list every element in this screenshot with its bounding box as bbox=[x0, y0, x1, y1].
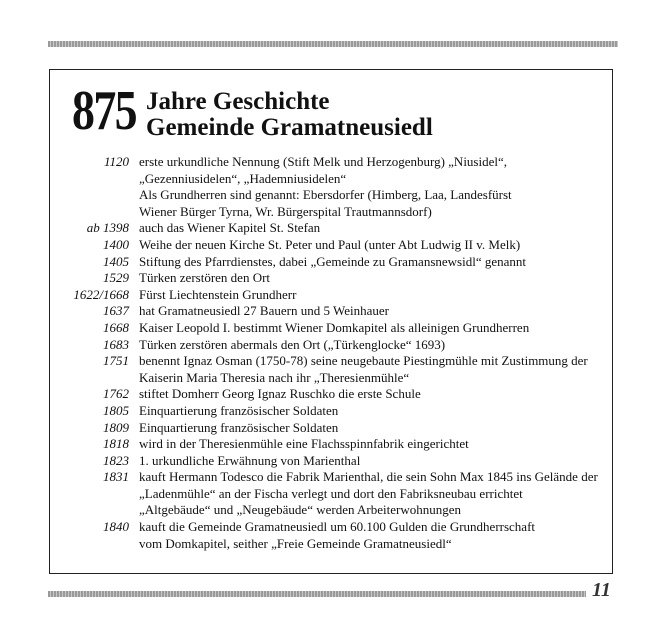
timeline-entry bbox=[62, 453, 604, 470]
timeline-year: 1809 bbox=[103, 419, 129, 435]
timeline-text-line: erste urkundliche Nennung (Stift Melk und Herzogenburg) „Niusidel“, bbox=[139, 154, 507, 169]
timeline-text-line: Fürst Liechtenstein Grundherr bbox=[139, 286, 297, 302]
timeline-year: 1668 bbox=[103, 319, 129, 335]
timeline-year: 1751 bbox=[103, 353, 129, 369]
timeline-year: ab 1398 bbox=[86, 220, 129, 236]
timeline-entry bbox=[62, 386, 604, 403]
timeline-year: 1762 bbox=[103, 386, 129, 402]
timeline-entry bbox=[62, 303, 604, 320]
timeline-year: 1840 bbox=[103, 519, 129, 535]
timeline-text-line: Einquartierung französischer Soldaten bbox=[139, 419, 339, 435]
timeline-text bbox=[139, 337, 604, 354]
timeline-year: 1683 bbox=[103, 336, 129, 352]
timeline-entry bbox=[62, 154, 604, 220]
timeline-year: 1529 bbox=[103, 270, 129, 286]
anniversary-number: 875 bbox=[72, 80, 136, 142]
timeline-year: 1831 bbox=[103, 469, 129, 485]
timeline-year: 1120 bbox=[103, 154, 129, 169]
history-timeline bbox=[62, 154, 604, 552]
timeline-text-line: Weihe der neuen Kirche St. Peter und Paul (unter Abt Ludwig II v. Melk) bbox=[139, 236, 521, 252]
timeline-text bbox=[139, 254, 604, 271]
timeline-year: 1818 bbox=[103, 436, 129, 452]
timeline-text-line: vom Domkapitel, seither „Freie Gemeinde Gramatneusiedl“ bbox=[139, 535, 452, 551]
timeline-text bbox=[139, 320, 604, 337]
timeline-entry bbox=[62, 469, 604, 519]
bottom-decorative-rule bbox=[48, 591, 586, 597]
timeline-text-line: kauft Hermann Todesco die Fabrik Marienthal, die sein Sohn Max 1845 ins Gelände der bbox=[139, 469, 598, 485]
timeline-text-line: stiftet Domherr Georg Ignaz Ruschko die erste Schule bbox=[139, 386, 421, 402]
timeline-text-line: Stiftung des Pfarrdienstes, dabei „Gemeinde zu Gramansnewsidl“ genannt bbox=[139, 253, 526, 269]
timeline-text-line: Türken zerstören den Ort bbox=[139, 270, 271, 286]
timeline-text bbox=[139, 436, 604, 453]
timeline-text-line: „Gezenniusidelen“, „Hademniusidelen“ bbox=[139, 170, 347, 186]
timeline-text-line: „Altgebäude“ und „Neugebäude“ werden Arbeiterwohnungen bbox=[139, 502, 461, 518]
timeline-text-line: 1. urkundliche Erwähnung von Marienthal bbox=[139, 452, 361, 468]
timeline-year: 1823 bbox=[103, 452, 129, 468]
timeline-text-line: auch das Wiener Kapitel St. Stefan bbox=[139, 220, 321, 236]
timeline-text-line: Wiener Bürger Tyrna, Wr. Bürgerspital Trautmannsdorf) bbox=[139, 203, 432, 219]
timeline-text bbox=[139, 154, 604, 220]
timeline-text-line: Kaiser Leopold I. bestimmt Wiener Domkapitel als alleinigen Grundherren bbox=[139, 319, 530, 335]
timeline-text bbox=[139, 519, 604, 552]
timeline-text bbox=[139, 453, 604, 470]
timeline-year: 1400 bbox=[103, 236, 129, 252]
timeline-entry bbox=[62, 403, 604, 420]
timeline-text-line: Einquartierung französischer Soldaten bbox=[139, 402, 339, 418]
top-decorative-rule bbox=[48, 41, 618, 47]
timeline-text bbox=[139, 353, 604, 386]
timeline-year: 1637 bbox=[103, 303, 129, 319]
timeline-text-line: Kaiserin Maria Theresia nach ihr „Theresienmühle“ bbox=[139, 369, 410, 385]
timeline-text-line: Türken zerstören abermals den Ort („Türkenglocke“ 1693) bbox=[139, 336, 446, 352]
timeline-text-line: kauft die Gemeinde Gramatneusiedl um 60.100 Gulden die Grundherrschaft bbox=[139, 519, 536, 535]
timeline-text bbox=[139, 270, 604, 287]
timeline-entry bbox=[62, 287, 604, 304]
timeline-text bbox=[139, 386, 604, 403]
timeline-text bbox=[139, 237, 604, 254]
timeline-text-line: Als Grundherren sind genannt: Ebersdorfer (Himberg, Laa, Landesfürst bbox=[139, 187, 512, 203]
timeline-entry bbox=[62, 237, 604, 254]
timeline-text-line: wird in der Theresienmühle eine Flachsspinnfabrik eingerichtet bbox=[139, 436, 469, 452]
timeline-entry bbox=[62, 320, 604, 337]
timeline-text bbox=[139, 287, 604, 304]
timeline-entry bbox=[62, 519, 604, 552]
timeline-text bbox=[139, 420, 604, 437]
timeline-year: 1805 bbox=[103, 402, 129, 418]
timeline-entry bbox=[62, 353, 604, 386]
timeline-text-line: hat Gramatneusiedl 27 Bauern und 5 Weinhauer bbox=[139, 303, 389, 319]
timeline-text-line: „Ladenmühle“ an der Fischa verlegt und dort den Fabriksneubau errichtet bbox=[139, 485, 523, 501]
timeline-text-line: benennt Ignaz Osman (1750-78) seine neugebaute Piestingmühle mit Zustimmung der bbox=[139, 353, 588, 369]
timeline-entry bbox=[62, 270, 604, 287]
timeline-year: 1622/1668 bbox=[73, 286, 129, 302]
page-number: 11 bbox=[592, 579, 611, 601]
timeline-text bbox=[139, 403, 604, 420]
timeline-text bbox=[139, 469, 604, 519]
page-title-line-2: Gemeinde Gramatneusiedl bbox=[146, 114, 433, 141]
timeline-text bbox=[139, 220, 604, 237]
timeline-entry bbox=[62, 254, 604, 271]
timeline-entry bbox=[62, 337, 604, 354]
timeline-entry bbox=[62, 220, 604, 237]
timeline-entry bbox=[62, 420, 604, 437]
timeline-year: 1405 bbox=[103, 253, 129, 269]
timeline-text bbox=[139, 303, 604, 320]
timeline-entry bbox=[62, 436, 604, 453]
page-title-line-1: Jahre Geschichte bbox=[146, 88, 330, 115]
